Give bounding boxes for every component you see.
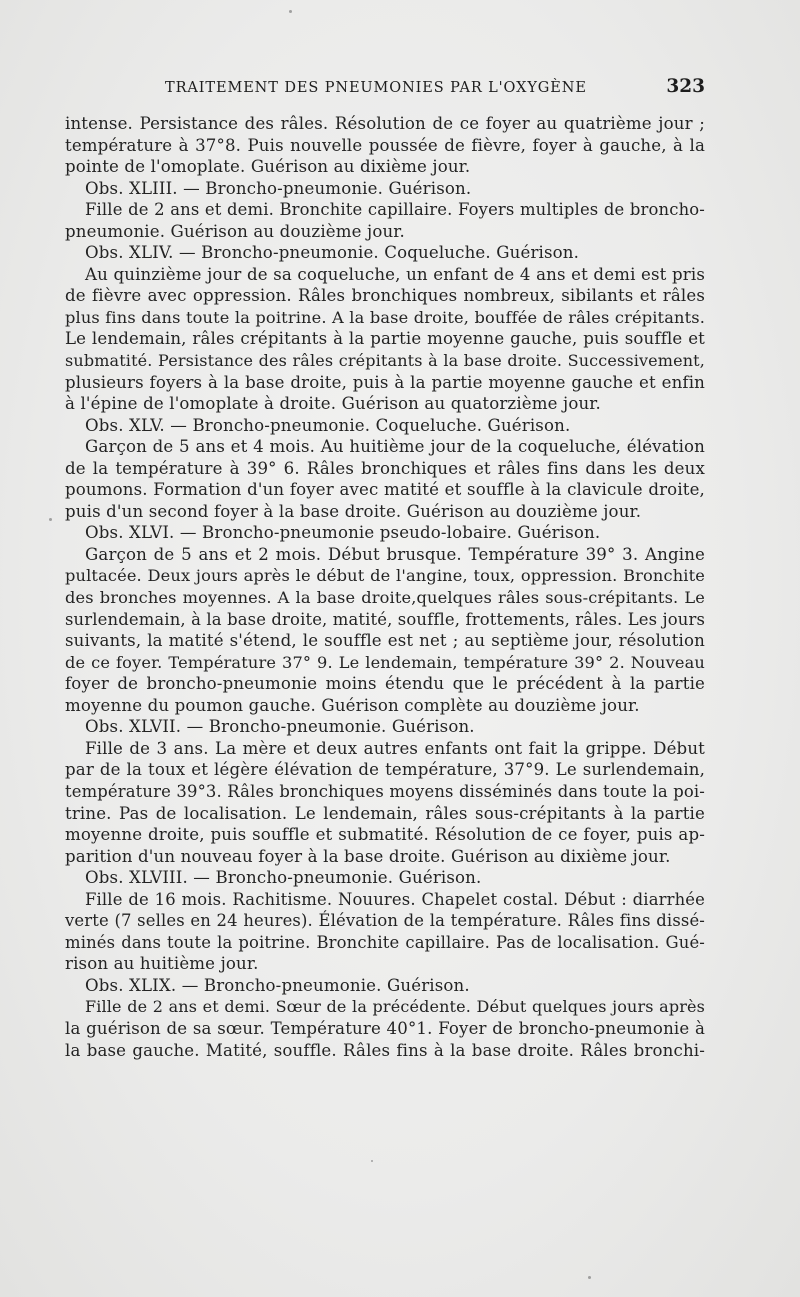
text-line: moyenne du poumon gauche. Guérison complète au douzième jour. bbox=[65, 695, 640, 715]
text-line: Au quinzième jour de sa coqueluche, un enfant de 4 ans et demi est pris bbox=[85, 264, 705, 284]
text-line: de ce foyer. Température 37° 9. Le lendemain, température 39° 2. Nouveau bbox=[65, 652, 705, 672]
text-line: Garçon de 5 ans et 2 mois. Début brusque. Température 39° 3. Angine bbox=[85, 544, 705, 564]
text-line: plusieurs foyers à la base droite, puis à la partie moyenne gauche et enfin bbox=[65, 372, 705, 392]
text-line: Fille de 16 mois. Rachitisme. Nouures. Chapelet costal. Début : diarrhée bbox=[85, 889, 705, 909]
text-line: la guérison de sa sœur. Température 40°1. Foyer de broncho-pneumonie à bbox=[65, 1018, 705, 1038]
text-line: surlendemain, à la base droite, matité, souffle, frottements, râles. Les jours bbox=[65, 609, 706, 629]
text-line: minés dans toute la poitrine. Bronchite capillaire. Pas de localisation. Gué- bbox=[65, 932, 705, 952]
text-line: température 39°3. Râles bronchiques moyens disséminés dans toute la poi- bbox=[65, 781, 705, 801]
text-line: verte (7 selles en 24 heures). Élévation de la température. Râles fins dissé- bbox=[65, 911, 705, 931]
scan-speck bbox=[371, 1160, 373, 1162]
observation-heading: Obs. XLIV. — Broncho-pneumonie. Coqueluche. Guérison. bbox=[85, 243, 580, 263]
text-line: Le lendemain, râles crépitants à la partie moyenne gauche, puis souffle et bbox=[65, 329, 705, 349]
text-line: plus fins dans toute la poitrine. A la base droite, bouffée de râles crépitants. bbox=[65, 307, 705, 327]
text-line: à l'épine de l'omoplate à droite. Guérison au quatorzième jour. bbox=[65, 394, 601, 414]
text-line: pultacée. Deux jours après le début de l'angine, toux, oppression. Bronchite bbox=[65, 566, 705, 586]
text-line: poumons. Formation d'un foyer avec matité et souffle à la clavicule droite, bbox=[65, 480, 705, 500]
text-line: trine. Pas de localisation. Le lendemain, râles sous-crépitants à la partie bbox=[65, 803, 705, 823]
text-line: la base gauche. Matité, souffle. Râles fins à la base droite. Râles bronchi- bbox=[65, 1040, 705, 1060]
body-text bbox=[65, 113, 705, 1061]
text-line: Fille de 3 ans. La mère et deux autres enfants ont fait la grippe. Début bbox=[85, 738, 705, 758]
text-line: Fille de 2 ans et demi. Bronchite capillaire. Foyers multiples de broncho- bbox=[85, 200, 705, 220]
page-number: 323 bbox=[666, 76, 705, 97]
text-line: submatité. Persistance des râles crépitants à la base droite. Successivement, bbox=[65, 351, 705, 371]
text-line: pointe de l'omoplate. Guérison au dixième jour. bbox=[65, 157, 471, 177]
text-line: de la température à 39° 6. Râles bronchiques et râles fins dans les deux bbox=[65, 458, 705, 478]
running-title: TRAITEMENT DES PNEUMONIES PAR L'OXYGÈNE bbox=[165, 80, 587, 96]
observation-heading: Obs. XLVII. — Broncho-pneumonie. Guérison. bbox=[85, 717, 475, 737]
scan-speck bbox=[49, 518, 52, 521]
text-line: intense. Persistance des râles. Résolution de ce foyer au quatrième jour ; bbox=[65, 114, 705, 133]
text-line: de fièvre avec oppression. Râles bronchiques nombreux, sibilants et râles bbox=[65, 286, 705, 306]
text-line: Fille de 2 ans et demi. Sœur de la précédente. Début quelques jours après bbox=[85, 997, 705, 1017]
observation-heading: Obs. XLIII. — Broncho-pneumonie. Guérison. bbox=[85, 178, 472, 198]
text-line: suivants, la matité s'étend, le souffle est net ; au septième jour, résolution bbox=[65, 631, 705, 651]
text-line: Garçon de 5 ans et 4 mois. Au huitième jour de la coqueluche, élévation bbox=[85, 437, 705, 457]
observation-heading: Obs. XLVI. — Broncho-pneumonie pseudo-lobaire. Guérison. bbox=[85, 523, 601, 543]
observation-heading: Obs. XLVIII. — Broncho-pneumonie. Guérison. bbox=[85, 868, 482, 888]
text-line: moyenne droite, puis souffle et submatité. Résolution de ce foyer, puis ap- bbox=[65, 825, 705, 845]
scan-speck bbox=[289, 10, 292, 13]
text-line: température à 37°8. Puis nouvelle poussée de fièvre, foyer à gauche, à la bbox=[65, 135, 705, 155]
text-line: puis d'un second foyer à la base droite. Guérison au douzième jour. bbox=[65, 501, 642, 521]
text-line: parition d'un nouveau foyer à la base droite. Guérison au dixième jour. bbox=[65, 846, 671, 866]
scan-speck bbox=[588, 1276, 591, 1279]
text-line: pneumonie. Guérison au douzième jour. bbox=[65, 221, 405, 241]
text-line: par de la toux et légère élévation de température, 37°9. Le surlendemain, bbox=[65, 760, 705, 780]
observation-heading: Obs. XLIX. — Broncho-pneumonie. Guérison. bbox=[85, 975, 470, 995]
text-line: des bronches moyennes. A la base droite,quelques râles sous-crépitants. Le bbox=[65, 588, 705, 608]
page-header bbox=[65, 72, 705, 108]
text-line: rison au huitième jour. bbox=[65, 954, 259, 974]
observation-heading: Obs. XLV. — Broncho-pneumonie. Coqueluche. Guérison. bbox=[85, 415, 571, 435]
text-line: foyer de broncho-pneumonie moins étendu que le précédent à la partie bbox=[65, 674, 705, 694]
